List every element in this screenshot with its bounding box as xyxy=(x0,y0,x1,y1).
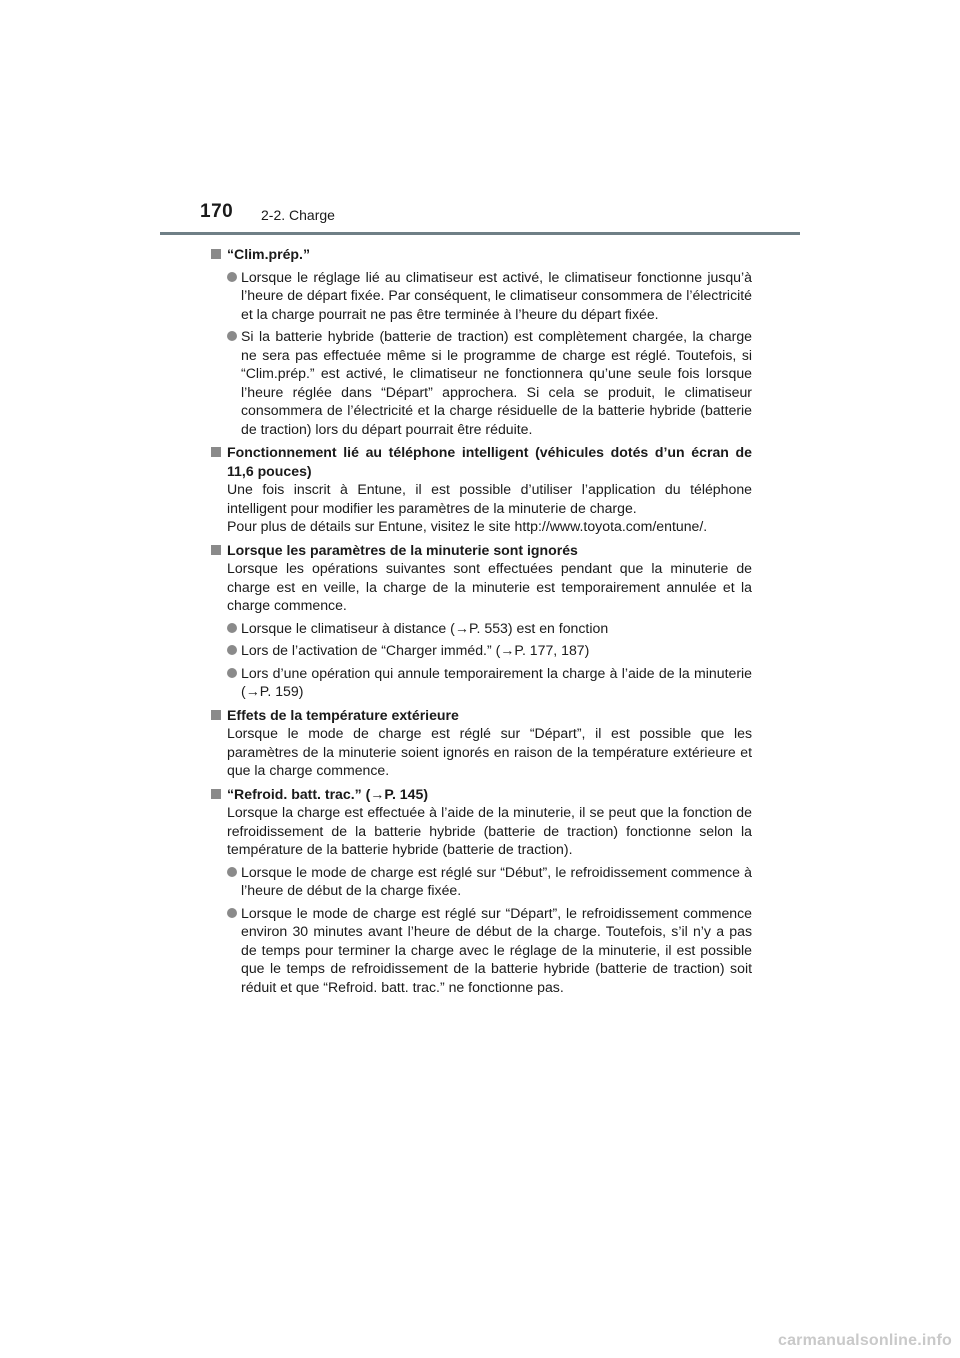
square-bullet-icon xyxy=(211,545,221,555)
round-bullet-icon xyxy=(227,272,237,282)
heading-outside-temperature: Effets de la température extérieure xyxy=(211,706,752,725)
list-item: Lorsque le climatiseur à distance (→P. 553) est en fonction xyxy=(227,619,752,638)
page-number: 170 xyxy=(200,201,234,222)
square-bullet-icon xyxy=(211,447,221,457)
paragraph: Une fois inscrit à Entune, il est possible d’utiliser l’application du téléphone intelligent pour modifier les paramètres de la minuterie de charge. xyxy=(227,481,752,516)
square-bullet-icon xyxy=(211,710,221,720)
watermark: carmanualsonline.info xyxy=(777,1332,952,1349)
square-bullet-icon xyxy=(211,789,221,799)
list-item: Lors de l’activation de “Charger imméd.” (→P. 177, 187) xyxy=(227,641,752,660)
page-header xyxy=(0,0,960,240)
heading-clim-prep: “Clim.prép.” xyxy=(211,245,752,264)
paragraph: Lorsque la charge est effectuée à l’aide de la minuterie, il se peut que la fonction de refroidissement de la batterie hybride (batterie de traction) fonctionne selon la température de la batterie hybride (batterie de traction). xyxy=(227,804,752,857)
heading-battery-cooling: “Refroid. batt. trac.” (→P. 145) xyxy=(211,785,752,804)
round-bullet-icon xyxy=(227,668,237,678)
list-item: Lorsque le réglage lié au climatiseur est activé, le climatiseur fonctionne jusqu’à l’heure de départ fixée. Par conséquent, le climatiseur consommera de l’électricité et la charge pourrait ne pas être terminée à l’heure du départ fixée. xyxy=(227,268,752,324)
square-bullet-icon xyxy=(211,249,221,259)
paragraph: Pour plus de détails sur Entune, visitez le site http://www.toyota.com/entune/. xyxy=(227,518,708,534)
list-item: Lorsque le mode de charge est réglé sur “Départ”, le refroidissement commence environ 30 minutes avant l’heure de début de la charge. Toutefois, s’il n’y a pas de temps pour terminer la charge avec le réglage de la minuterie, il est possible que le temps de refroidissement de la batterie hybride (batterie de traction) soit réduit et que “Refroid. batt. trac.” ne fonctionne pas. xyxy=(227,904,752,997)
heading-smartphone: Fonctionnement lié au téléphone intelligent (véhicules dotés d’un écran de 11,6 pouces) xyxy=(211,443,752,480)
list-item: Lorsque le mode de charge est réglé sur “Début”, le refroidissement commence à l’heure de début de la charge fixée. xyxy=(227,863,752,900)
list-item: Si la batterie hybride (batterie de traction) est complètement chargée, la charge ne sera pas effectuée même si le programme de charge est réglé. Toutefois, si “Clim.prép.” est activé, le climatiseur ne fonctionnera qu’une seule fois lorsque l’heure réglée dans “Départ” approchera. Si cela se produit, le climatiseur consommera de l’électricité et la charge résiduelle de la batterie hybride (batterie de traction) lors du départ pourrait être réduite. xyxy=(227,327,752,438)
paragraph: Lorsque le mode de charge est réglé sur “Départ”, il est possible que les paramètres de la minuterie soient ignorés en raison de la température extérieure et que la charge commence. xyxy=(227,725,752,778)
round-bullet-icon xyxy=(227,331,237,341)
section-title: 2-2. Charge xyxy=(261,207,335,223)
page-content xyxy=(211,240,752,996)
paragraph: Lorsque les opérations suivantes sont effectuées pendant que la minuterie de charge est en veille, la charge de la minuterie est temporairement annulée et la charge commence. xyxy=(227,560,752,613)
round-bullet-icon xyxy=(227,623,237,633)
round-bullet-icon xyxy=(227,867,237,877)
round-bullet-icon xyxy=(227,645,237,655)
heading-timer-ignored: Lorsque les paramètres de la minuterie sont ignorés xyxy=(211,541,752,560)
round-bullet-icon xyxy=(227,908,237,918)
list-item: Lors d’une opération qui annule temporairement la charge à l’aide de la minuterie (→P. 159) xyxy=(227,664,752,701)
header-divider xyxy=(160,232,800,235)
